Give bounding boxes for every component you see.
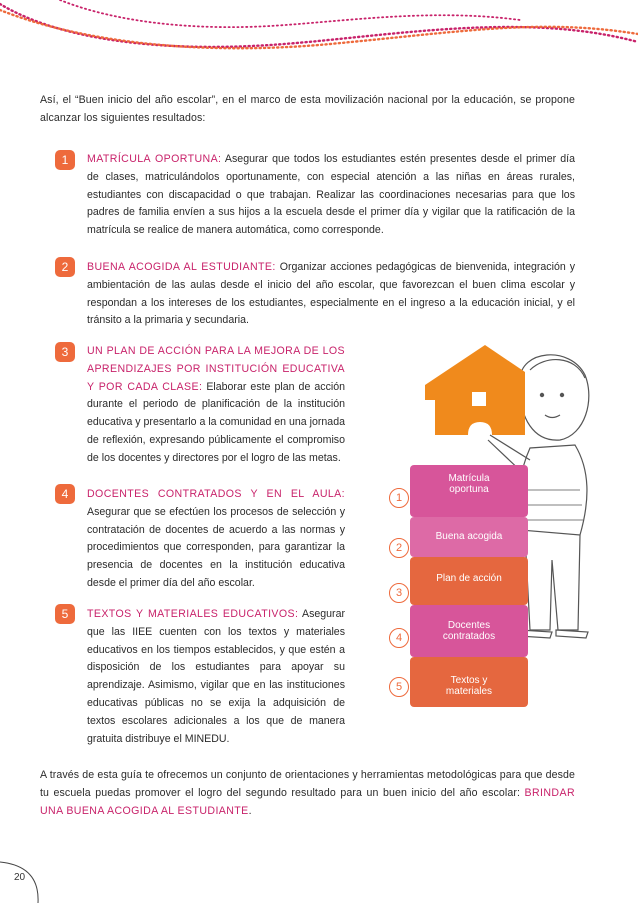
result-item-plan-accion — [87, 343, 345, 468]
result-body: Asegurar que todos los estudiantes estén presentes desde el primer día de clases, matriculándolos oportunamente, con especial atención a las niñas en áreas rurales, estudiantes con discapacidad o que trabajan. Realizar las coordinaciones necesarias para que los padres de familia envíen a sus hijos a la escuela desde el primer día y vigilar que la ratificación de la matrícula se realice de manera automática, como corresponde. — [87, 153, 575, 237]
page-number: 20 — [14, 872, 26, 883]
piece-label-3: Plan de acción — [436, 573, 502, 584]
piece-label-line: Docentes — [447, 620, 491, 631]
result-number-badge: 1 — [55, 150, 75, 170]
result-number-badge: 5 — [55, 604, 75, 624]
puzzle-stack — [410, 465, 528, 710]
result-heading: MATRÍCULA OPORTUNA: — [87, 153, 222, 165]
result-body: Asegurar que las IIEE cuenten con los textos y materiales educativos en los tiempos establecidos, y que estén a disposición de los estudiantes para apoyar su aprendizaje. Asimismo, vigilar que en las instituciones educativas públicas no se exija la adquisición de textos escolares adicionales a los que de manera gratuita distribuye el MINEDU. — [87, 608, 345, 745]
result-body: Asegurar que se efectúen los procesos de selección y contratación de docentes de acuerdo a las normas y procedimientos que corresponden, para garantizar la presencia de docentes en la institución educativa desde el primer día del año escolar. — [87, 505, 345, 589]
house-piece — [425, 345, 525, 435]
piece-label-line: Textos y — [450, 675, 488, 686]
decorative-dotted-border — [0, 0, 638, 60]
piece-label-line: contratados — [442, 631, 496, 642]
result-number-badge: 4 — [55, 484, 75, 504]
result-item-textos — [87, 606, 345, 748]
result-number-badge: 3 — [55, 342, 75, 362]
piece-label-5 — [424, 675, 514, 697]
result-item-buena-acogida — [87, 259, 575, 330]
result-heading: BUENA ACOGIDA AL ESTUDIANTE: — [87, 261, 276, 273]
result-heading: DOCENTES CONTRATADOS Y EN EL AULA: — [87, 488, 345, 500]
tower-number-1: 1 — [389, 488, 409, 508]
result-heading: UN PLAN DE ACCIÓN PARA LA MEJORA DE LOS APRENDIZAJES POR INSTITUCIÓN EDUCATIVA Y POR CADA CLASE: — [87, 345, 345, 393]
piece-label-line: Matrícula — [448, 473, 490, 484]
tower-number-5: 5 — [389, 677, 409, 697]
piece-label-1 — [424, 473, 514, 495]
closing-end: . — [248, 804, 252, 817]
tower-number-4: 4 — [389, 628, 409, 648]
closing-paragraph — [40, 767, 575, 820]
piece-label-2: Buena acogida — [435, 531, 503, 542]
tower-number-3: 3 — [389, 583, 409, 603]
closing-text: A través de esta guía te ofrecemos un conjunto de orientaciones y herramientas metodológicas para que desde tu escuela puedas promover el logro del segundo resultado para un buen inicio del año escolar: — [40, 769, 575, 799]
result-item-matricula — [87, 151, 575, 240]
piece-label-line: materiales — [445, 686, 493, 697]
result-body: Elaborar este plan de acción durante el periodo de planificación de la institución educativa y presentarlo a la comunidad en una jornada de reflexión, expresando públicamente el compromiso de los docentes y directores por el logro de las metas. — [87, 380, 346, 464]
result-number-badge: 2 — [55, 257, 75, 277]
piece-label-line: oportuna — [449, 484, 489, 495]
puzzle-tower-illustration — [380, 340, 630, 730]
tower-number-2: 2 — [389, 538, 409, 558]
closing-accent: BRINDAR UNA BUENA ACOGIDA AL ESTUDIANTE — [40, 786, 575, 817]
result-body: Organizar acciones pedagógicas de bienvenida, integración y ambientación de las aulas desde el inicio del año escolar, que favorezcan el buen clima escolar y respondan a los intereses de los estudiantes, especialmente en el ingreso a la educación inicial, y el tránsito a la primaria y secundaria. — [87, 261, 576, 327]
intro-paragraph: Así, el “Buen inicio del año escolar”, en el marco de esta movilización nacional por la educación, se propone alcanzar los siguientes resultados: — [40, 94, 575, 124]
result-heading: TEXTOS Y MATERIALES EDUCATIVOS: — [87, 608, 299, 620]
result-item-docentes — [87, 486, 345, 593]
piece-label-4 — [424, 620, 514, 642]
